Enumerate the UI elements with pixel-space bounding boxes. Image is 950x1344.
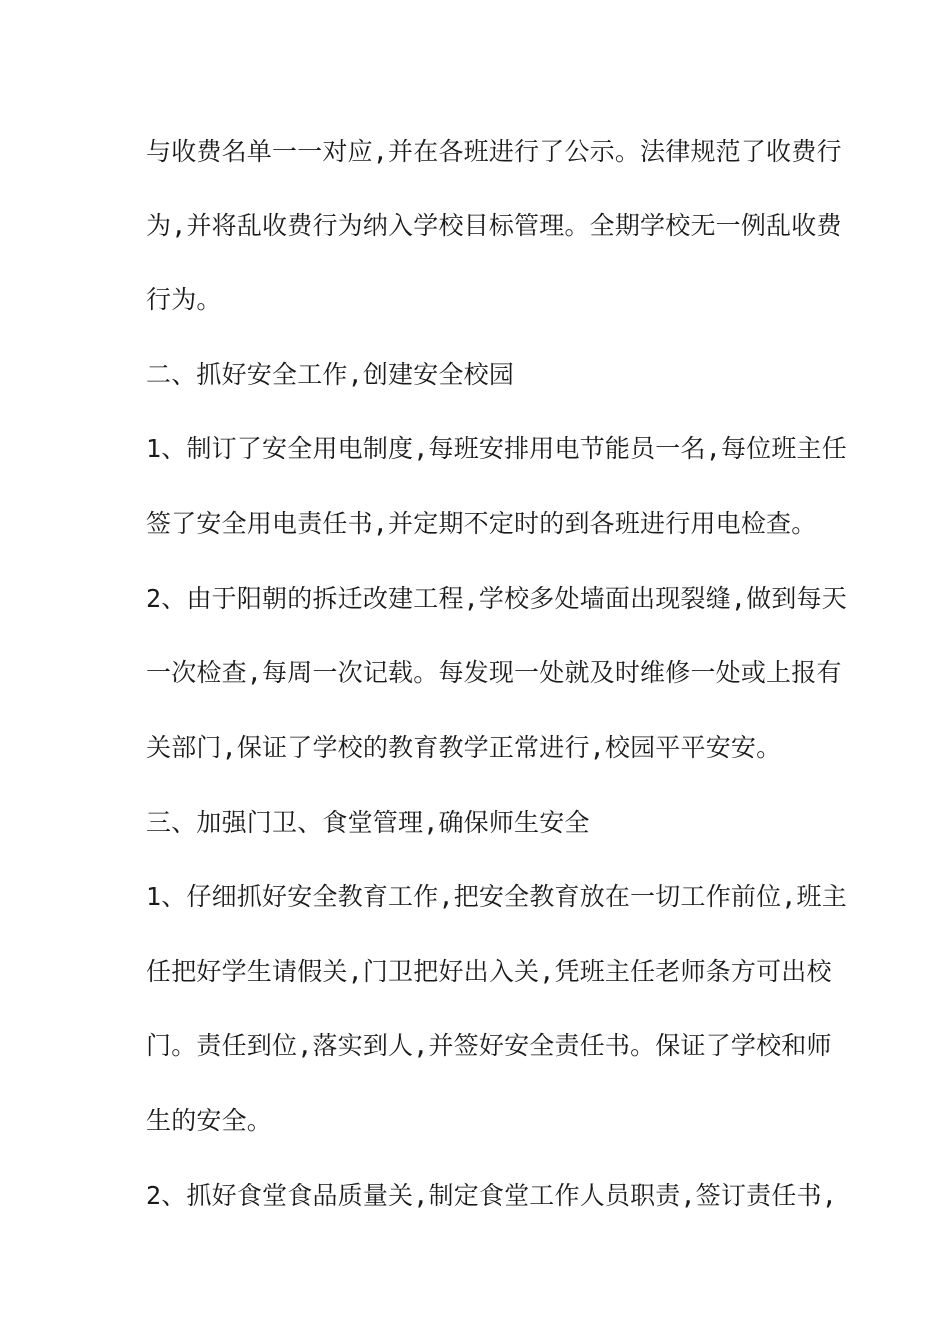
text-line: 一次检查,每周一次记载。每发现一处就及时维修一处或上报有 (146, 658, 842, 687)
text-line: 与收费名单一一对应,并在各班进行了公示。法律规范了收费行 (146, 137, 842, 166)
text-line: 2、由于阳朝的拆迁改建工程,学校多处墙面出现裂缝,做到每天 (146, 584, 847, 613)
text-line: 1、制订了安全用电制度,每班安排用电节能员一名,每位班主任 (146, 434, 847, 463)
text-line: 关部门,保证了学校的教育教学正常进行,校园平平安安。 (146, 733, 782, 762)
text-line: 行为。 (146, 285, 222, 314)
text-line: 任把好学生请假关,门卫把好出入关,凭班主任老师条方可出校 (146, 957, 832, 986)
text-line: 门。责任到位,落实到人,并签好安全责任书。保证了学校和师 (146, 1031, 832, 1060)
section-heading: 二、抓好安全工作,创建安全校园 (146, 360, 515, 389)
text-line: 为,并将乱收费行为纳入学校目标管理。全期学校无一例乱收费 (146, 211, 842, 240)
text-line: 签了安全用电责任书,并定期不定时的到各班进行用电检查。 (146, 509, 817, 538)
text-line: 1、仔细抓好安全教育工作,把安全教育放在一切工作前位,班主 (146, 882, 847, 911)
section-heading: 三、加强门卫、食堂管理,确保师生安全 (146, 808, 590, 837)
text-line: 生的安全。 (146, 1106, 273, 1135)
text-line: 2、抓好食堂食品质量关,制定食堂工作人员职责,签订责任书, (146, 1181, 838, 1210)
